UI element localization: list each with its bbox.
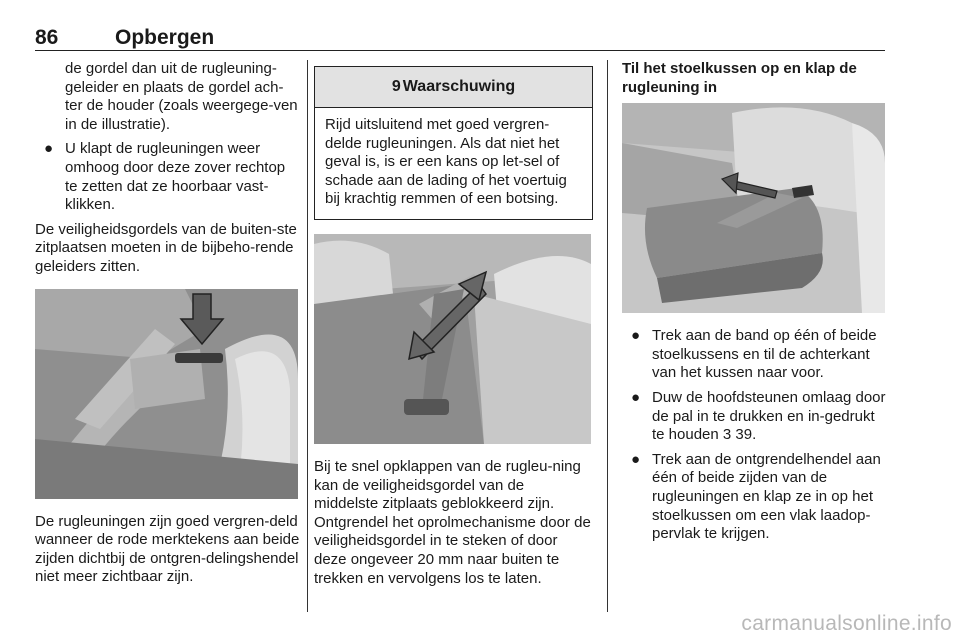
paragraph: De rugleuningen zijn goed vergren-deld wanneer de rode merktekens aan beide zijden dichtbij de ontgren-delingshendel niet meer zichtbaar zijn. [35, 512, 300, 586]
page-number: 86 [35, 26, 59, 49]
bullet-icon: ● [631, 450, 641, 468]
illustration-seat-cushion [622, 103, 885, 313]
warning-body: Rijd uitsluitend met goed vergren-delde rugleuningen. Als dat niet het geval is, is er een kans op let-sel of schade aan de lading of het voertuig bij krachtig remmen of een botsing. [325, 116, 567, 208]
bullet-icon: ● [44, 140, 54, 158]
list-item [622, 389, 888, 445]
warning-triangle-icon: 9 [391, 77, 401, 95]
paragraph: Bij te snel opklappen van de rugleu-ning kan de veiligheidsgordel van de middelste zitplaats geblokkeerd zijn. Ontgrendel het oprolmechanisme door de veiligheidsgordel in te steken of door deze ongeveer 20 mm naar buiten te trekken en vervolgens los te laten. [314, 457, 591, 587]
warning-box [314, 66, 593, 220]
list-item [35, 140, 300, 214]
section-heading: Til het stoelkussen op en klap de rugleuning in [622, 60, 857, 96]
list-item-text: Duw de hoofdsteunen omlaag door de pal in te drukken en in-gedrukt te houden [652, 388, 886, 444]
list-item [622, 451, 888, 544]
column-divider [307, 60, 308, 612]
list-item [622, 327, 888, 383]
warning-header [315, 67, 592, 108]
page-header [35, 24, 885, 51]
list-item-text: Trek aan de ontgrendelhendel aan één of beide zijden van de rugleuningen en klap ze in op het stoelkussen om een vlak laadop-pervlak te krijgen. [652, 450, 881, 543]
page-ref-icon: 3 [722, 426, 732, 444]
page-ref-link[interactable]: 39. [735, 426, 757, 444]
page-title: Opbergen [115, 26, 215, 49]
list-item-text: Trek aan de band op één of beide stoelkussens en til de achterkant van het kussen naar voor. [652, 327, 877, 382]
illustration-seatbelt-fold [314, 234, 591, 444]
bullet-icon: ● [631, 388, 641, 406]
column-middle [314, 66, 592, 594]
continued-bullet-text: de gordel dan uit de rugleuning-geleider en plaats de gordel ach-ter de houder (zoals weergege-ven in de illustratie). [65, 60, 298, 133]
column-divider [607, 60, 608, 612]
illustration-seatbelt-guide [35, 289, 298, 499]
paragraph: De veiligheidsgordels van de buiten-ste zitplaatsen moeten in de bijbeho-rende geleiders zitten. [35, 220, 297, 275]
warning-title: Waarschuwing [402, 77, 516, 95]
list-item-text: U klapt de rugleuningen weer omhoog door deze zover rechtop te zetten dat ze hoorbaar vast-klikken. [65, 140, 286, 214]
column-right [622, 60, 888, 550]
bullet-icon: ● [631, 327, 641, 345]
watermark: carmanualsonline.info [741, 612, 952, 635]
column-left [35, 60, 300, 593]
